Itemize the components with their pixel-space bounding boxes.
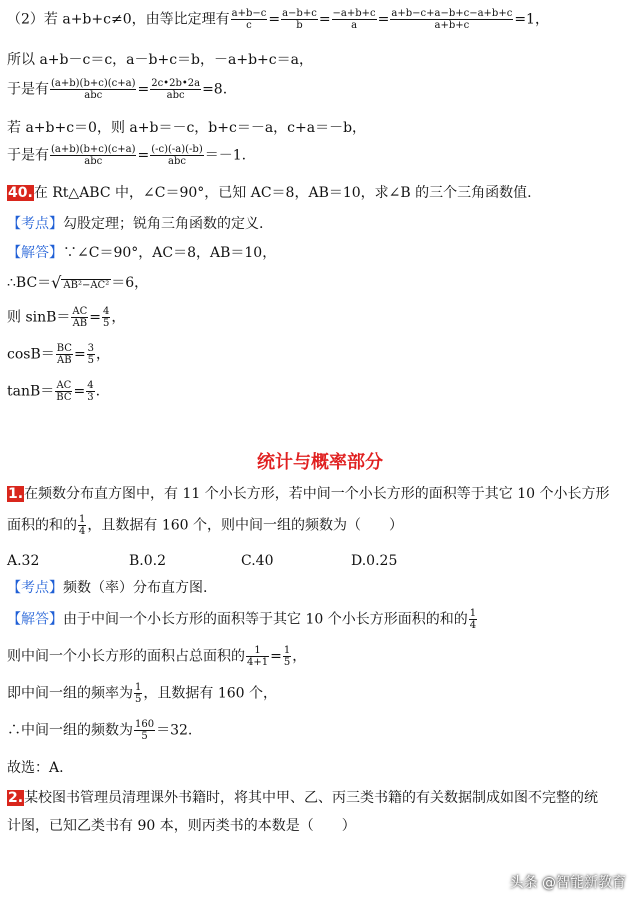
q40-bc: ∴BC＝√ AB²−AC² ＝6， [7,273,149,292]
question-number-badge: 40. [8,185,33,201]
choice-c: C.40 [241,553,274,569]
part2-line4: 若 a+b+c＝0，则 a+b＝－c，b+c＝－a，c+a＝－b， [7,120,367,136]
q1-choices [7,553,397,569]
q1-line-l2: 则中间一个小长方形的面积占总面积的 $\frac{1}{4+1}$ = $\frac{1}{5}$ ， [7,645,307,668]
choice-d: D.0.25 [351,553,398,569]
q1-kaodian: 【考点】频数（率）分布直方图. [7,580,208,596]
fraction: $\frac{(a+b)(b+c)(c+a)}{\text{abc}}$ [51,78,136,101]
fraction: $\frac{2c•2b•2a}{\text{abc}}$ [151,78,201,101]
q40-kaodian: 【考点】勾股定理；锐角三角函数的定义. [7,216,264,232]
choice-a: A.32 [7,553,40,569]
q1-line-l3: 即中间一组的频率为 $\frac{1}{5}$ ，且数据有 160 个， [7,682,277,705]
fraction: $\frac{(-c)(-a)(-b)}{\text{abc}}$ [151,144,203,167]
sqrt: √ AB²−AC² [51,273,110,292]
question-40: 40.在 Rt△ABC 中，∠C＝90°，已知 AC＝8，AB＝10，求∠B 的三个三角函数值. [8,185,532,201]
part2-line5: 于是有 $\frac{(a+b)(b+c)(c+a)}{\text{abc}}$ = $\frac{(-c)(-a)(-b)}{\text{abc}}$ ＝－1. [7,144,247,167]
fraction: $\frac{a+b-c+a-b+c-a+b+c}{a+b+c}$ [391,8,513,31]
section-heading: 统计与概率部分 [257,452,383,473]
q2-line2: 计图，已知乙类书有 90 本，则丙类书的本数是（ ） [7,818,356,834]
question-number-badge: 1. [8,486,24,502]
q40-cos: cosB＝ $\frac{BC}{AB}$ = $\frac{3}{5}$ ， [7,343,111,366]
fraction: $\frac{(a+b)(b+c)(c+a)}{\text{abc}}$ [51,144,136,167]
part2-line1: （2）若 a+b+c≠0，由等比定理有 $\frac{a+b-c}{c}$ = $\frac{a-b+c}{b}$ = $\frac{-a+b+c}{a}$ = $\frac{a+b-c+a-b+c-a+b+c}{a+b+c}$ =1， [7,8,549,31]
q1-line2: 面积的和的 $\frac{1}{4}$ ，且数据有 160 个，则中间一组的频数为（ ） [7,514,403,537]
q40-tan: tanB＝ $\frac{AC}{BC}$ = $\frac{4}{3}$ . [7,380,101,403]
question-number-badge: 2. [8,790,24,806]
part2-line2: 所以 a+b－c＝c，a－b+c＝b，－a+b+c＝a， [7,52,313,68]
q1-line1: 1.在频数分布直方图中，有 11 个小长方形，若中间一个小长方形的面积等于其它 10 个小长方形 [8,486,610,502]
q40-sin: 则 sinB＝ $\frac{AC}{AB}$ = $\frac{4}{5}$ ， [7,306,126,329]
q40-jieda: 【解答】∵∠C＝90°，AC＝8，AB＝10， [7,245,277,261]
part2-line3: 于是有 $\frac{(a+b)(b+c)(c+a)}{\text{abc}}$ = $\frac{2c•2b•2a}{\text{abc}}$ =8. [7,78,228,101]
q2-line1: 2.某校图书管理员清理课外书籍时，将其中甲、乙、丙三类书籍的有关数据制成如图不完整的统 [8,790,599,806]
fraction: $\frac{-a+b+c}{a}$ [332,8,376,31]
q1-jieda: 【解答】由于中间一个小长方形的面积等于其它 10 个小长方形面积的和的 $\frac{1}{4}$ [7,608,477,631]
choice-b: B.0.2 [129,553,167,569]
q1-line-l4: ∴中间一组的频数为 $\frac{160}{5}$ ＝32. [7,719,193,742]
watermark: 头条 @智能新教育 [509,875,626,891]
fraction: $\frac{a-b+c}{b}$ [282,8,317,31]
fraction: $\frac{a+b-c}{c}$ [231,8,267,31]
q1-answer: 故选：A. [7,760,64,776]
